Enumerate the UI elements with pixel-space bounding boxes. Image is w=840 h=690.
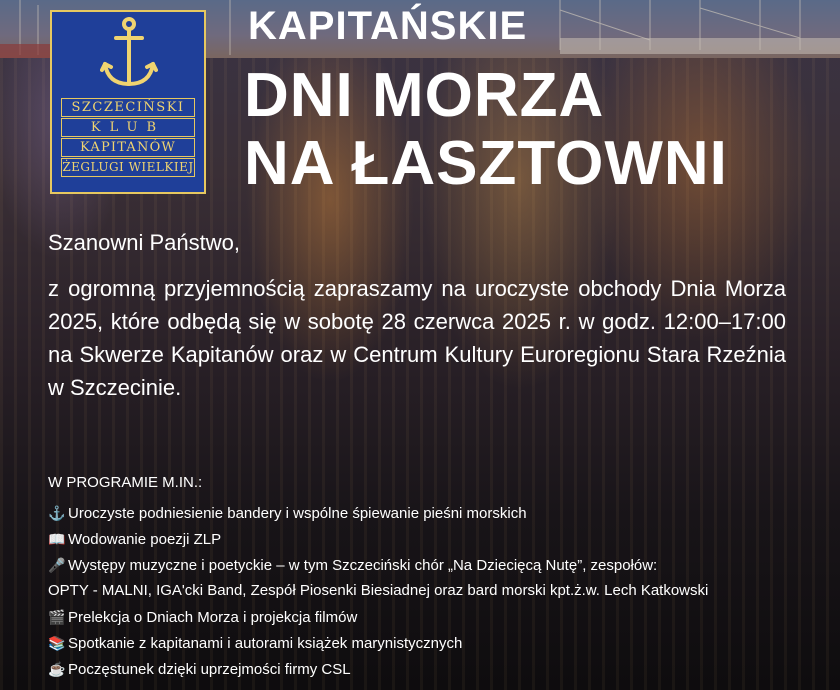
club-logo [50, 10, 206, 194]
logo-line-4: ŻEGLUGI WIELKIEJ [61, 158, 195, 177]
logo-line-2: KLUB [61, 118, 195, 137]
logo-line-1: SZCZECIŃSKI [61, 98, 195, 117]
invitation-text: z ogromną przyjemnością zapraszamy na uroczyste obchody Dnia Morza 2025, które odbędą się w sobotę 28 czerwca 2025 r. w godz. 12:00–17:00 na Skwerze Kapitanów oraz w Centrum Kultury Euroregionu Stara Rzeźnia w Szczecinie. [48, 276, 786, 400]
title-top: KAPITAŃSKIE [248, 4, 528, 48]
program-item: ☕ Poczęstunek dzięki uprzejmości firmy CSL [48, 656, 708, 682]
program-item: ⚓ Uroczyste podniesienie bandery i wspólne śpiewanie pieśni morskich [48, 500, 708, 526]
clapperboard-icon: 🎬 [48, 609, 66, 625]
book-icon: 📖 [48, 531, 66, 547]
program-title: W PROGRAMIE M.IN.: [48, 474, 203, 491]
program-item: 📚 Spotkanie z kapitanami i autorami książek marynistycznych [48, 630, 708, 656]
program-item: 📖 Wodowanie poezji ZLP [48, 526, 708, 552]
microphone-icon: 🎤 [48, 557, 66, 573]
logo-line-3: KAPITANÓW [61, 138, 195, 157]
title-line-1: DNI MORZA [244, 61, 605, 130]
books-icon: 📚 [48, 635, 66, 651]
title-line-2: NA ŁASZTOWNI [244, 129, 728, 198]
greeting: Szanowni Państwo, [48, 230, 240, 255]
program-list [48, 500, 708, 682]
program-item: 🎤 Występy muzyczne i poetyckie – w tym Szczeciński chór „Na Dziecięcą Nutę”, zespołów: [48, 552, 708, 578]
anchor-icon: ⚓ [48, 505, 66, 521]
anchor-icon [100, 16, 158, 92]
program-item: 🎬 Prelekcja o Dniach Morza i projekcja filmów [48, 604, 708, 630]
program-item: OPTY - MALNI, IGA'cki Band, Zespół Piosenki Biesiadnej oraz bard morski kpt.ż.w. Lech Katkowski [48, 582, 709, 599]
coffee-icon: ☕ [48, 661, 66, 677]
